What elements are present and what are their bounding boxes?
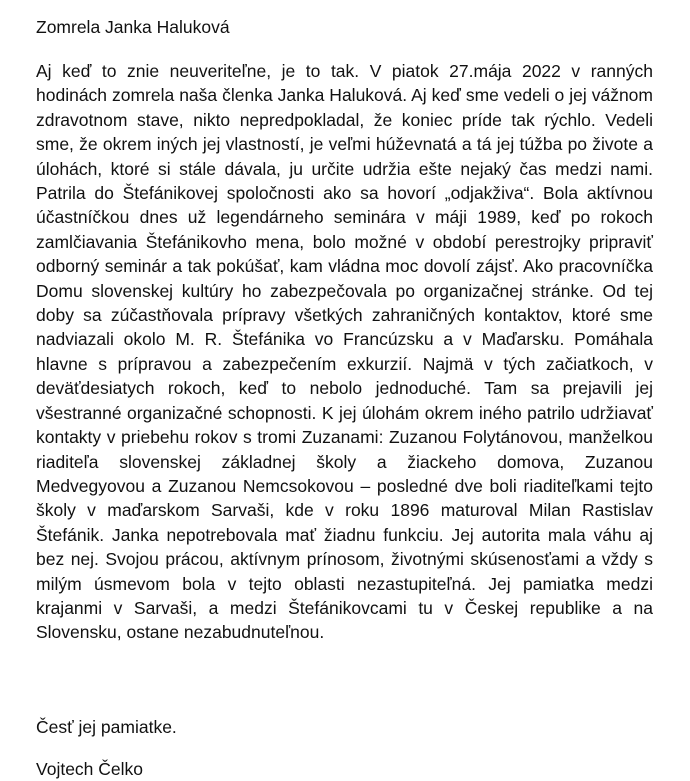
author-signature: Vojtech Čelko bbox=[36, 759, 144, 779]
obituary-paragraph: Aj keď to znie neuveriteľne, je to tak. V piatok 27.mája 2022 v ranných hodinách zomrela naša členka Janka Haluková. Aj keď sme vedeli o jej vážnom zdravotnom stave, nikto nepredpokladal, že koniec príde tak rýchlo. Vedeli sme, že okrem iných jej vlastností, je veľmi húževnatá a tá jej túžba po živote a úlohách, ktoré si stále dávala, ju určite udržia ešte nejaký čas medzi nami. Patrila do Štefánikovej spoločnosti ako sa hovorí „odjakživa“. Bola aktívnou účastníčkou dnes už legendárneho seminára v máji 1989, keď po rokoch zamlčiavania Štefánikovho mena, bolo možné v období perestrojky pripraviť odborný seminár a tak pokúšať, kam vládna moc dovolí zájsť. Ako pracovníčka Domu slovenskej kultúry ho zabezpečovala po organizačnej stránke. Od tej doby sa zúčastňovala prípravy všetkých zahraničných kontaktov, ktoré sme nadviazali okolo M. R. Štefánika vo Francúzsku a v Maďarsku. Pomáhala hlavne s prípravou a zabezpečením exkurzií. Najmä v tých začiatkoch, v deväťdesiatych rokoch, keď to nebolo jednoduché. Tam sa prejavili jej všestranné organizačné schopnosti. K jej úlohám okrem iného patrilo udržiavať kontakty v priebehu rokov s tromi Zuzanami: Zuzanou Folytánovou, manželkou riaditeľa slovenskej základnej školy a žiackeho domova, Zuzanou Medvegyovou a Zuzanou Nemcsokovou – posledné dve boli riaditeľkami tejto školy v maďarskom Sarvaši, kde v roku 1896 maturoval Milan Rastislav Štefánik. Janka nepotrebovala mať žiadnu funkciu. Jej autorita mala váhu aj bez nej. Svojou prácou, aktívnym prínosom, životnými skúsenosťami a vždy s milým úsmevom bola v tejto oblasti nezastupiteľná. Jej pamiatka medzi krajanmi v Sarvaši, a medzi Štefánikovcami tu v Českej republike a na Slovensku, ostane nezabudnuteľnou. bbox=[36, 61, 653, 643]
document-title: Zomrela Janka Haluková bbox=[36, 17, 230, 37]
tribute-line: Česť jej pamiatke. bbox=[36, 717, 177, 737]
